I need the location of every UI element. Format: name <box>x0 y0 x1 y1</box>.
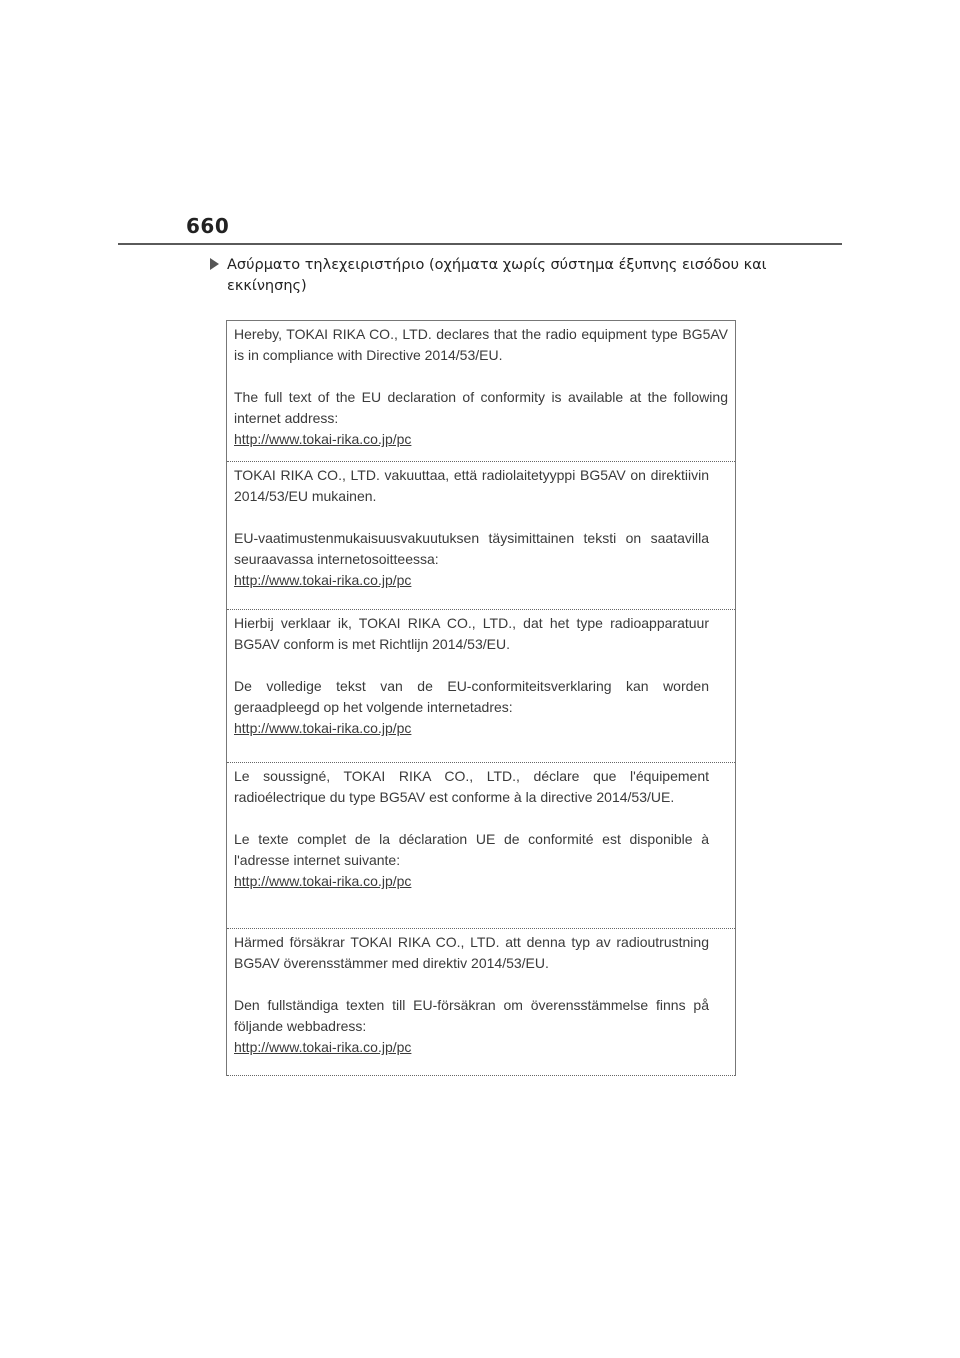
header-divider <box>118 243 842 245</box>
declaration-url-link[interactable]: http://www.tokai-rika.co.jp/pc <box>234 431 412 447</box>
declaration-dutch <box>227 610 735 763</box>
declaration-swedish <box>227 929 735 1076</box>
declaration-url-link[interactable]: http://www.tokai-rika.co.jp/pc <box>234 572 412 588</box>
declaration-finnish <box>227 462 735 610</box>
declaration-english <box>227 321 735 462</box>
declaration-availability: Den fullständiga texten till EU-försäkran om överensstämmelse finns på följande webbadress: <box>234 997 709 1034</box>
section-heading-text: Ασύρματο τηλεχειριστήριο (οχήματα χωρίς σύστημα έξυπνης εισόδου και εκκίνησης) <box>227 257 767 294</box>
declaration-statement: Härmed försäkrar TOKAI RIKA CO., LTD. att denna typ av radioutrustning BG5AV överensstämmer med direktiv 2014/53/EU. <box>234 934 709 971</box>
page-number: 660 <box>186 214 230 238</box>
declaration-availability: EU-vaatimustenmukaisuusvakuutuksen täysimittainen teksti on saatavilla seuraavassa internetosoitteessa: <box>234 530 709 567</box>
declaration-statement: Hereby, TOKAI RIKA CO., LTD. declares that the radio equipment type BG5AV is in compliance with Directive 2014/53/EU. <box>234 326 728 363</box>
declaration-url-link[interactable]: http://www.tokai-rika.co.jp/pc <box>234 873 412 889</box>
declaration-availability: De volledige tekst van de EU-conformiteitsverklaring kan worden geraadpleegd op het volgende internetadres: <box>234 678 709 715</box>
declaration-url-link[interactable]: http://www.tokai-rika.co.jp/pc <box>234 1039 412 1055</box>
section-heading <box>210 255 770 297</box>
declaration-statement: TOKAI RIKA CO., LTD. vakuuttaa, että radiolaitetyyppi BG5AV on direktiivin 2014/53/EU mukainen. <box>234 467 709 504</box>
declaration-french <box>227 763 735 929</box>
declaration-statement: Le soussigné, TOKAI RIKA CO., LTD., déclare que l'équipement radioélectrique du type BG5AV est conforme à la directive 2014/53/UE. <box>234 768 709 805</box>
declaration-statement: Hierbij verklaar ik, TOKAI RIKA CO., LTD., dat het type radioapparatuur BG5AV conform is met Richtlijn 2014/53/EU. <box>234 615 709 652</box>
declaration-availability: The full text of the EU declaration of conformity is available at the following internet address: <box>234 389 728 426</box>
declaration-url-link[interactable]: http://www.tokai-rika.co.jp/pc <box>234 720 412 736</box>
triangle-bullet-icon <box>210 258 219 270</box>
declaration-availability: Le texte complet de la déclaration UE de conformité est disponible à l'adresse internet suivante: <box>234 831 709 868</box>
declaration-table <box>226 320 736 1076</box>
